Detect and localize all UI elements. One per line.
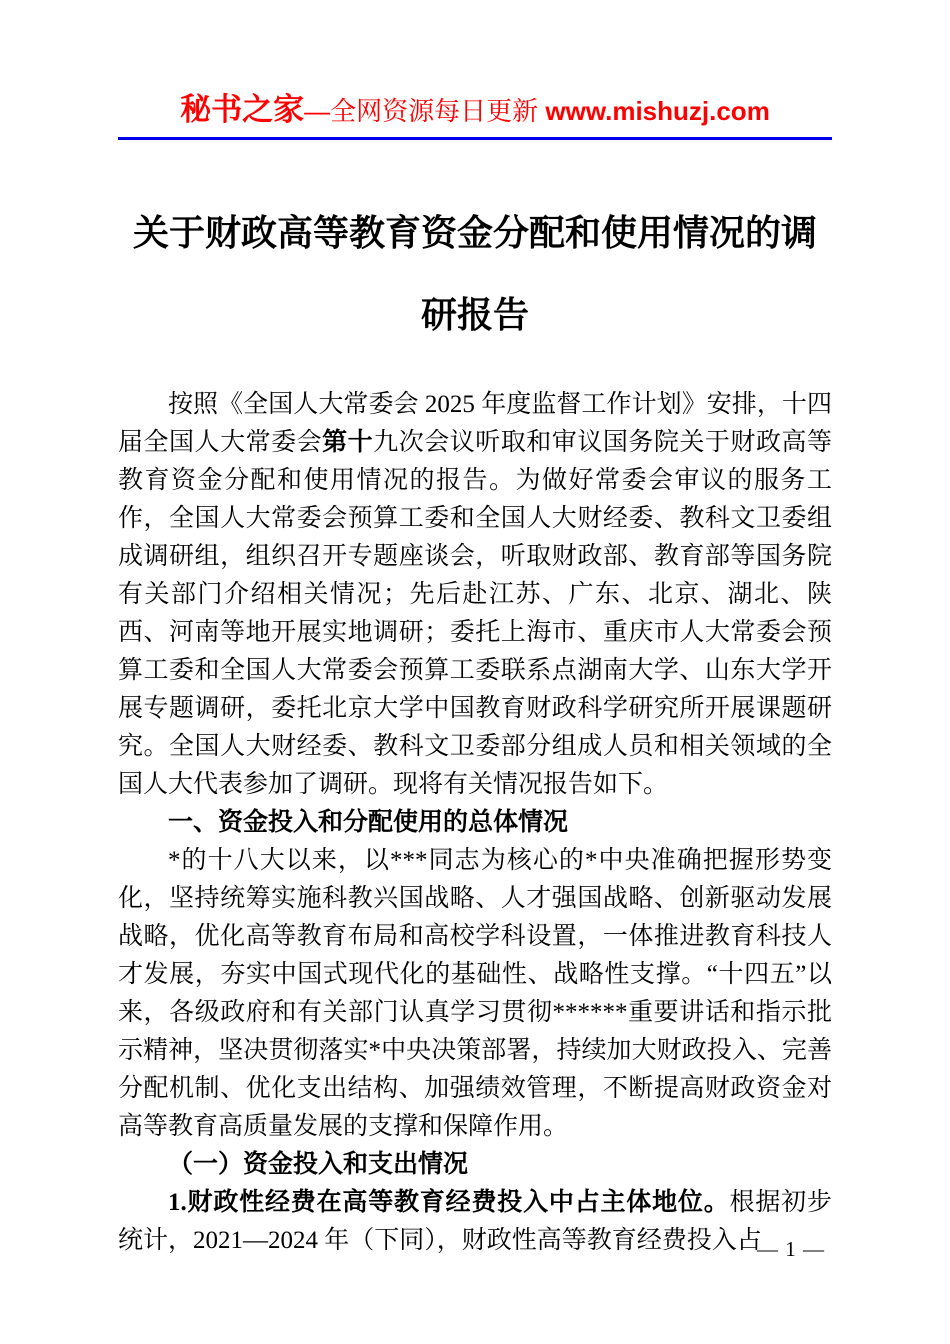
document-title-line1: 关于财政高等教育资金分配和使用情况的调 — [132, 212, 817, 253]
document-body — [118, 386, 832, 1260]
page-header — [118, 84, 832, 140]
page-footer — [757, 1237, 825, 1262]
intro-run-1: 按照《全国人大常委会 2025 年度监督工作计划》安排，十四届全国人大常委会 — [118, 391, 832, 456]
document-title — [118, 192, 832, 356]
section-1-heading: 一、资金投入和分配使用的总体情况 — [168, 809, 569, 836]
point-1-run-2: 根据初步统计，2021—2024 年（下同），财政性高等教育经费投入占 — [118, 1189, 832, 1254]
intro-run-2-bold: 第十 — [322, 429, 374, 456]
paragraph-intro — [118, 386, 832, 804]
page-number: — 1 — — [757, 1237, 825, 1261]
header-tagline: —全网资源每日更新 — [304, 96, 546, 126]
point-1-lead-bold: 1.财政性经费在高等教育经费投入中占主体地位。 — [168, 1189, 730, 1216]
section-1-paragraph: *的十八大以来，以***同志为核心的*中央准确把握形势变化，坚持统筹实施科教兴国战略、人才强国战略、创新驱动发展战略，优化高等教育布局和高校学科设置，一体推进教育科技人才发展，夯实中国式现代化的基础性、战略性支撑。“十四五”以来，各级政府和有关部门认真学习贯彻******重要讲话和指示批示精神，坚决贯彻落实*中央决策部署，持续加大财政投入、完善分配机制、优化支出结构、加强绩效管理，不断提高财政资金对高等教育高质量发展的支撑和保障作用。 — [118, 847, 832, 1140]
header-brand: 秘书之家 — [180, 92, 305, 127]
subsection-1-heading: （一）资金投入和支出情况 — [168, 1151, 469, 1178]
intro-run-3: 九次会议听取和审议国务院关于财政高等教育资金分配和使用情况的报告。为做好常委会审议的服务工作，全国人大常委会预算工委和全国人大财经委、教科文卫委组成调研组，组织召开专题座谈会，听取财政部、教育部等国务院有关部门介绍相关情况；先后赴江苏、广东、北京、湖北、陕西、河南等地开展实地调研；委托上海市、重庆市人大常委会预算工委和全国人大常委会预算工委联系点湖南大学、山东大学开展专题调研，委托北京大学中国教育财政科学研究所开展课题研究。全国人大财经委、教科文卫委部分组成人员和相关领域的全国人大代表参加了调研。现将有关情况报告如下。 — [118, 429, 832, 798]
header-url-link[interactable]: www.mishuzj.com — [545, 96, 770, 126]
document-title-line2: 研报告 — [420, 294, 529, 335]
paragraph-point-1 — [118, 1184, 832, 1260]
